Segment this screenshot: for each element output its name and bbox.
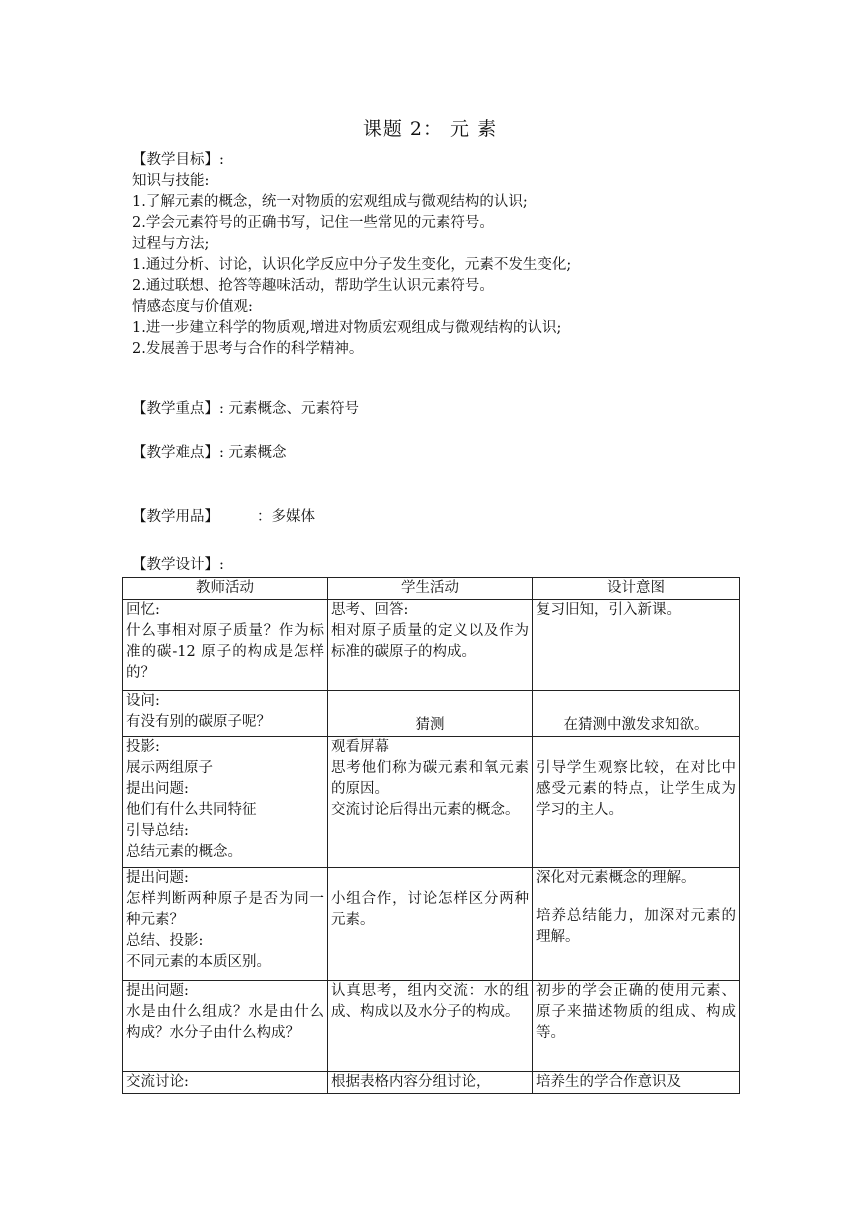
cell-text: 投影: — [126, 739, 160, 755]
cell-text: 根据表格内容分组讨论， — [331, 1074, 491, 1090]
cell-text: 初步的学会正确的使用元素、原子来描述物质的组成、构成等。 — [536, 983, 736, 1041]
teacher-cell — [123, 981, 328, 1072]
cell-text: 水是由什么组成？水是由什么构成？水分子由什么构成？ — [126, 1004, 324, 1041]
student-cell — [328, 1072, 533, 1094]
cell-text: 引导学生观察比较，在对比中感受元素的特点，让学生成为学习的主人。 — [536, 760, 736, 818]
cell-text: 总结元素的概念。 — [126, 844, 242, 860]
column-header: 设计意图 — [533, 578, 740, 600]
objective-line: 1.进一步建立科学的物质观,增进对物质宏观组成与微观结构的认识; — [132, 320, 562, 336]
objective-line: 过程与方法; — [132, 236, 210, 252]
cell-text: 提出问题: — [126, 870, 189, 886]
design-table — [122, 577, 740, 1094]
cell-text: 观看屏幕 — [331, 739, 389, 755]
cell-text: 思考、回答: — [331, 602, 409, 618]
cell-text: 交流讨论后得出元素的概念。 — [331, 802, 520, 818]
cell-text: 复习旧知，引入新课。 — [536, 602, 681, 618]
cell-text: 猜测 — [415, 717, 445, 733]
objective-line: 2.发展善于思考与合作的科学精神。 — [132, 341, 364, 357]
objective-line: 1.了解元素的概念，统一对物质的宏观组成与微观结构的认识; — [132, 194, 528, 210]
intent-cell — [533, 981, 740, 1072]
table-header-row — [123, 578, 740, 600]
cell-text: 不同元素的本质区别。 — [126, 954, 271, 970]
cell-text: 培养生的学合作意识及 — [536, 1074, 681, 1090]
student-cell — [328, 981, 533, 1072]
intent-cell — [533, 691, 740, 737]
objective-line: 知识与技能: — [132, 173, 210, 189]
cell-text: 怎样判断两种原子是否为同一种元素？ — [126, 891, 324, 928]
cell-text: 交流讨论: — [126, 1074, 189, 1090]
cell-text: 他们有什么共同特征 — [126, 802, 257, 818]
intent-cell — [533, 868, 740, 981]
objective-line: 2.通过联想、抢答等趣味活动，帮助学生认识元素符号。 — [132, 278, 494, 294]
cell-text: 提出问题: — [126, 781, 189, 797]
table-row — [123, 691, 740, 737]
student-cell — [328, 600, 533, 691]
teacher-cell — [123, 1072, 328, 1094]
cell-text: 总结、投影: — [126, 933, 204, 949]
difficulty: 【教学难点】: 元素概念 — [132, 445, 287, 461]
design-heading: 【教学设计】: — [132, 557, 224, 573]
student-cell — [328, 868, 533, 981]
cell-text: 相对原子质量的定义以及作为标准的碳原子的构成。 — [331, 623, 529, 660]
cell-text: 设问: — [126, 693, 160, 709]
column-header: 学生活动 — [328, 578, 533, 600]
objectives-section — [132, 150, 772, 360]
column-header: 教师活动 — [123, 578, 328, 600]
cell-text: 提出问题: — [126, 983, 189, 999]
table-row — [123, 737, 740, 868]
teacher-cell — [123, 691, 328, 737]
objective-line: 1.通过分析、讨论，认识化学反应中分子发生变化，元素不发生变化; — [132, 257, 572, 273]
cell-text: 思考他们称为碳元素和氧元素的原因。 — [331, 760, 529, 797]
cell-text: 培养总结能力，加深对元素的理解。 — [536, 908, 736, 945]
table-row — [123, 981, 740, 1072]
table-row — [123, 868, 740, 981]
table-row — [123, 600, 740, 691]
student-cell — [328, 691, 533, 737]
key-point: 【教学重点】: 元素概念、元素符号 — [132, 401, 359, 417]
cell-text: 展示两组原子 — [126, 760, 213, 776]
teacher-cell — [123, 600, 328, 691]
cell-text: 回忆: — [126, 602, 160, 618]
materials — [132, 507, 315, 528]
objectives-heading: 【教学目标】: — [132, 152, 224, 168]
materials-value: ：多媒体 — [257, 509, 315, 525]
intent-cell — [533, 1072, 740, 1094]
intent-cell — [533, 737, 740, 868]
page-title: 课题 2： 元 素 — [362, 118, 498, 140]
cell-text: 在猜测中激发求知欲。 — [563, 717, 709, 733]
objective-line: 情感态度与价值观: — [132, 299, 253, 315]
cell-text: 引导总结: — [126, 823, 189, 839]
cell-text: 认真思考，组内交流：水的组成、构成以及水分子的构成。 — [331, 983, 529, 1020]
cell-text: 深化对元素概念的理解。 — [536, 870, 696, 886]
cell-text: 有没有别的碳原子呢？ — [126, 714, 271, 730]
materials-label: 【教学用品】 — [132, 509, 219, 525]
objective-line: 2.学会元素符号的正确书写，记住一些常见的元素符号。 — [132, 215, 494, 231]
teacher-cell — [123, 868, 328, 981]
cell-text: 什么事相对原子质量？作为标准的碳-12 原子的构成是怎样的？ — [126, 623, 324, 681]
intent-cell — [533, 600, 740, 691]
teacher-cell — [123, 737, 328, 868]
student-cell — [328, 737, 533, 868]
table-row — [123, 1072, 740, 1094]
cell-text: 小组合作，讨论怎样区分两种元素。 — [331, 891, 529, 928]
